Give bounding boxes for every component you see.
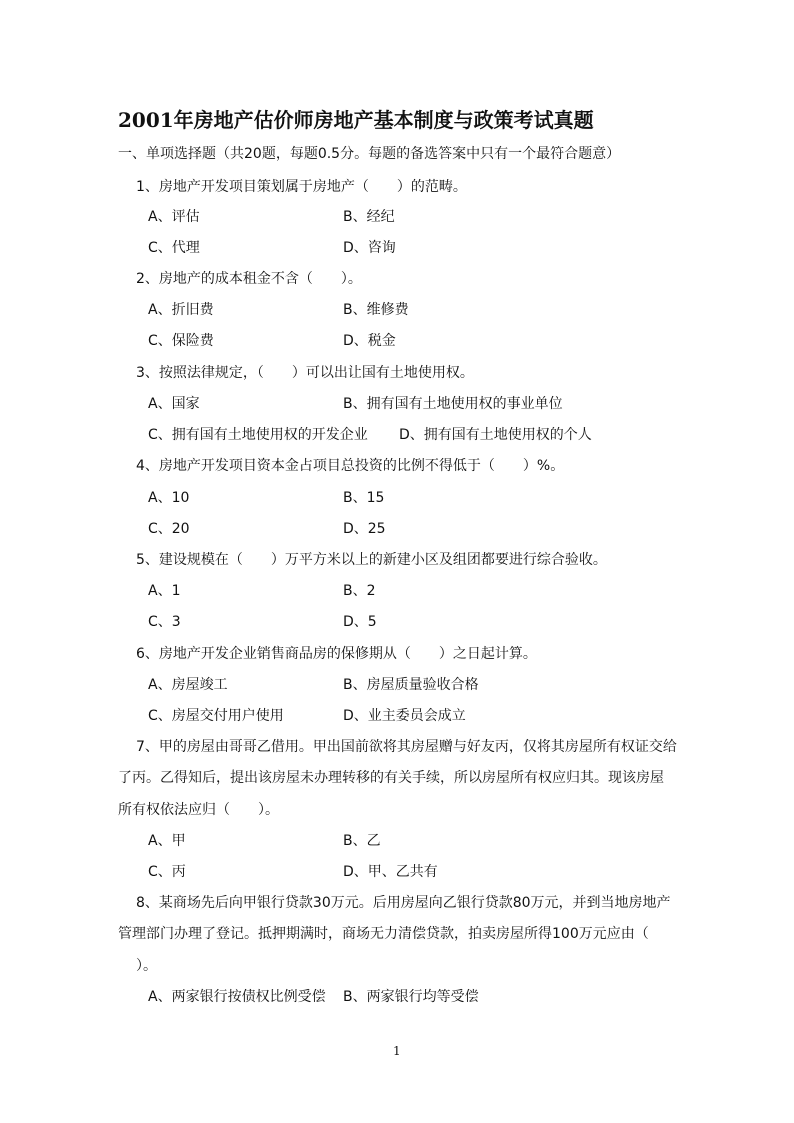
question-8-option-a: A、两家银行按债权比例受偿 [148,989,326,1005]
question-2-option-b: B、维修费 [343,302,409,318]
question-3-option-a: A、国家 [148,396,200,412]
question-3-stem: 3、按照法律规定，（ ）可以出让国有土地使用权。 [136,365,474,381]
question-5-stem: 5、建设规模在（ ）万平方米以上的新建小区及组团都要进行综合验收。 [136,552,607,568]
question-1-option-b: B、经纪 [343,209,395,225]
question-5-option-b: B、2 [343,583,376,599]
question-6-stem: 6、房地产开发企业销售商品房的保修期从（ ）之日起计算。 [136,646,537,662]
question-8-stem-line-3: ）。 [136,958,157,974]
question-2-stem: 2、房地产的成本租金不含（ ）。 [136,271,362,287]
question-4-option-a: A、10 [148,490,190,506]
question-7-option-d: D、甲、乙共有 [343,864,438,880]
question-2-option-c: C、保险费 [148,333,214,349]
question-6-option-b: B、房屋质量验收合格 [343,677,479,693]
question-2-option-d: D、税金 [343,333,396,349]
question-6-option-d: D、业主委员会成立 [343,708,466,724]
question-1-option-c: C、代理 [148,240,200,256]
question-6-option-c: C、房屋交付用户使用 [148,708,284,724]
question-5-option-c: C、3 [148,614,181,630]
question-5-option-a: A、1 [148,583,181,599]
question-7-stem-line-2: 了丙。乙得知后，提出该房屋未办理转移的有关手续，所以房屋所有权应归其。现该房屋 [118,770,664,786]
question-7-option-c: C、丙 [148,864,186,880]
question-4-option-c: C、20 [148,521,190,537]
question-5-option-d: D、5 [343,614,377,630]
question-7-option-b: B、乙 [343,833,381,849]
question-1-option-a: A、评估 [148,209,200,225]
question-4-option-b: B、15 [343,490,385,506]
question-1-option-d: D、咨询 [343,240,396,256]
question-3-option-b: B、拥有国有土地使用权的事业单位 [343,396,563,412]
question-7-stem-line-3: 所有权依法应归（ ）。 [118,802,279,818]
section-heading: 一、单项选择题（共20题，每题0.5分。每题的备选答案中只有一个最符合题意） [118,146,621,162]
question-7-stem-line-1: 7、甲的房屋由哥哥乙借用。甲出国前欲将其房屋赠与好友丙，仅将其房屋所有权证交给 [136,739,677,755]
question-8-option-b: B、两家银行均等受偿 [343,989,479,1005]
question-6-option-a: A、房屋竣工 [148,677,228,693]
question-8-stem-line-2: 管理部门办理了登记。抵押期满时，商场无力清偿贷款，拍卖房屋所得100万元应由（ [118,926,649,942]
question-2-option-a: A、折旧费 [148,302,214,318]
question-7-option-a: A、甲 [148,833,186,849]
page-number: 1 [393,1044,401,1058]
question-4-option-d: D、25 [343,521,386,537]
question-3-option-d: D、拥有国有土地使用权的个人 [399,427,592,443]
question-1-stem: 1、房地产开发项目策划属于房地产（ ）的范畴。 [136,179,467,195]
question-4-stem: 4、房地产开发项目资本金占项目总投资的比例不得低于（ ）%。 [136,458,565,474]
document-title: 2001年房地产估价师房地产基本制度与政策考试真题 [118,108,594,132]
question-8-stem-line-1: 8、某商场先后向甲银行贷款30万元。后用房屋向乙银行贷款80万元，并到当地房地产 [136,895,671,911]
question-3-option-c: C、拥有国有土地使用权的开发企业 [148,427,368,443]
